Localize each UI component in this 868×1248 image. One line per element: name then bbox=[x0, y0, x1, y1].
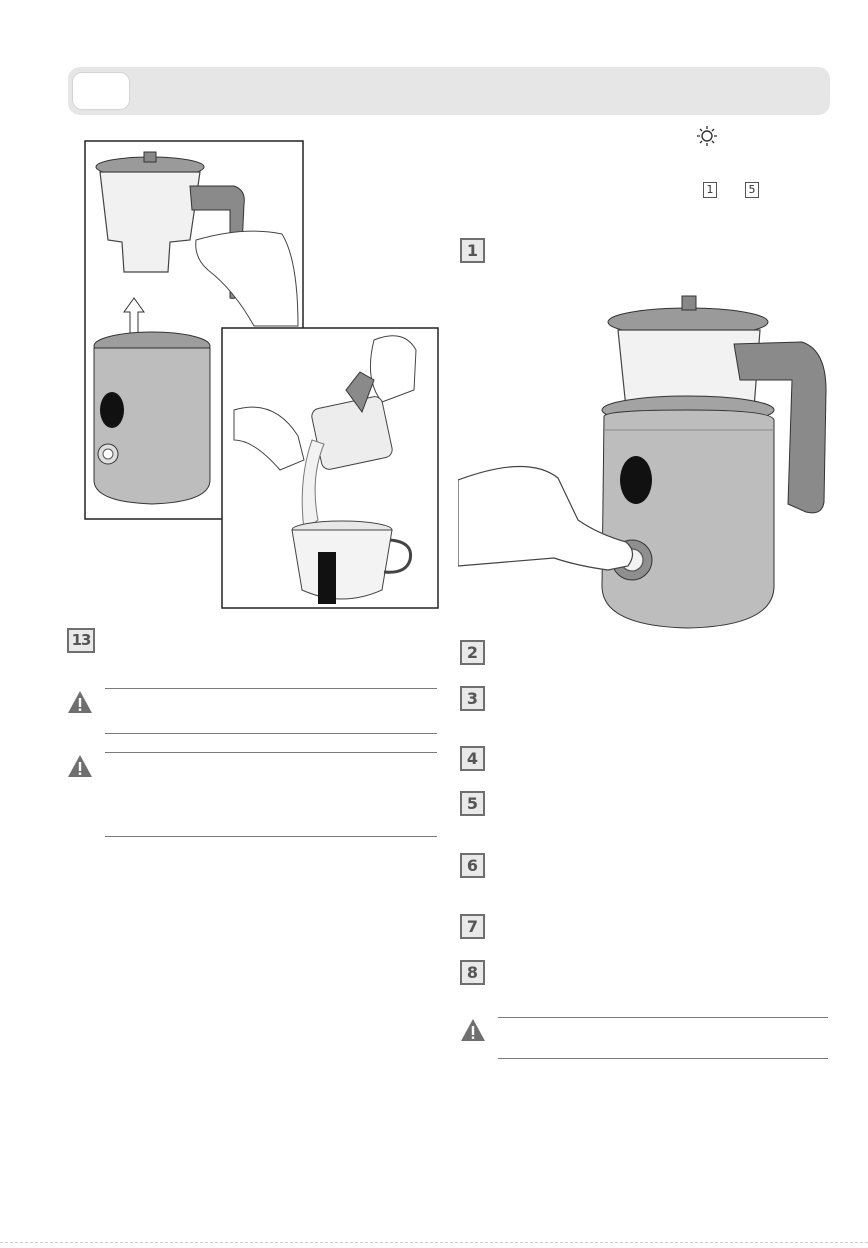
step-ref-start: 1 bbox=[703, 182, 717, 198]
step-number-7: 7 bbox=[460, 914, 485, 939]
illustration-remove-and-pour bbox=[84, 140, 440, 610]
step-number-13: 13 bbox=[67, 628, 95, 653]
sun-gear-icon bbox=[696, 125, 718, 147]
step-number-8: 8 bbox=[460, 960, 485, 985]
warning-rule-top bbox=[105, 752, 437, 753]
step-number-6: 6 bbox=[460, 853, 485, 878]
warning-rule-bottom bbox=[498, 1058, 828, 1059]
warning-triangle-icon bbox=[460, 1018, 486, 1042]
step-number-2: 2 bbox=[460, 640, 485, 665]
step-number-3: 3 bbox=[460, 686, 485, 711]
warning-triangle-icon bbox=[67, 690, 93, 714]
illustration-press-button bbox=[458, 290, 830, 630]
step-number-5: 5 bbox=[460, 791, 485, 816]
warning-rule-bottom bbox=[105, 733, 437, 734]
crop-marks bbox=[0, 1242, 868, 1243]
step-number-1: 1 bbox=[460, 238, 485, 263]
warning-rule-top bbox=[498, 1017, 828, 1018]
step-ref-end: 5 bbox=[745, 182, 759, 198]
warning-rule-top bbox=[105, 688, 437, 689]
warning-triangle-icon bbox=[67, 754, 93, 778]
warning-rule-bottom bbox=[105, 836, 437, 837]
header-tab bbox=[72, 72, 130, 110]
step-number-4: 4 bbox=[460, 746, 485, 771]
header-bar bbox=[68, 67, 830, 115]
